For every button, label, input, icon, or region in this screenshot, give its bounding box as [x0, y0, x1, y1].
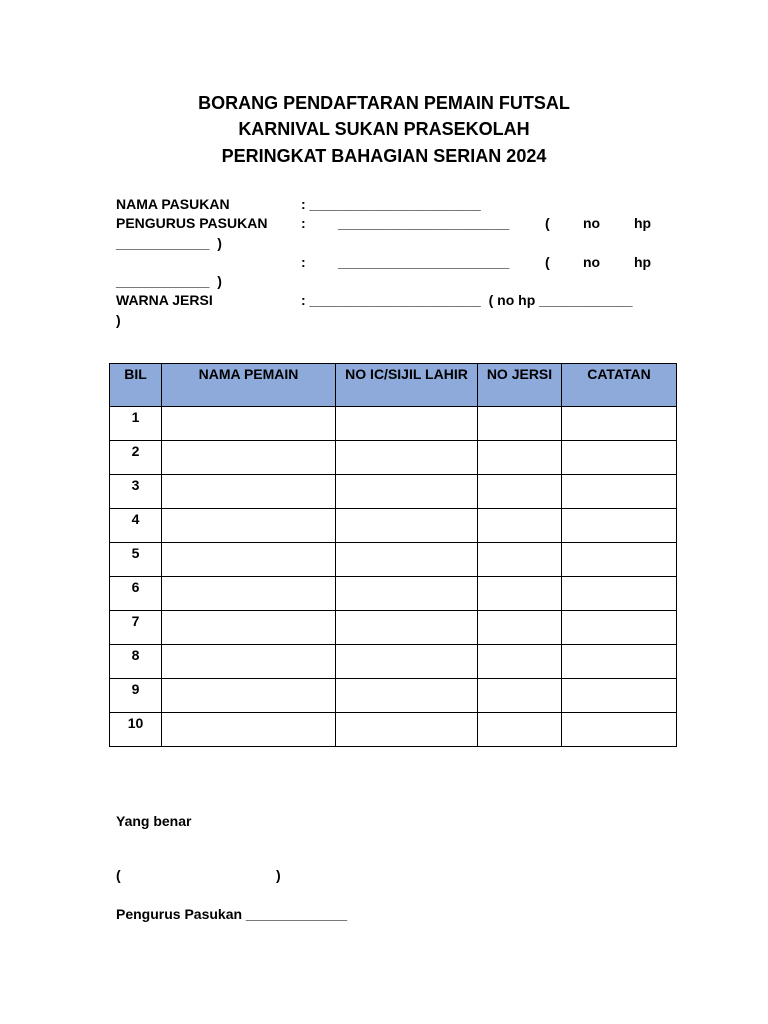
jersey-cell[interactable] [478, 611, 562, 645]
jersey-cell[interactable] [478, 509, 562, 543]
notes-cell[interactable] [562, 475, 677, 509]
table-header-row [110, 364, 677, 407]
header-notes: CATATAN [562, 364, 677, 407]
table-row [110, 475, 677, 509]
row-number: 6 [110, 577, 162, 611]
ic-cell[interactable] [336, 475, 478, 509]
player-name-cell[interactable] [162, 679, 336, 713]
hp-open-paren-1: ( [545, 215, 550, 231]
row-number: 2 [110, 441, 162, 475]
notes-cell[interactable] [562, 543, 677, 577]
jersey-field[interactable]: : ______________________ ( no hp ____________ [301, 292, 633, 308]
ic-cell[interactable] [336, 509, 478, 543]
manager-phone-field-1[interactable]: ____________ ) [116, 235, 222, 251]
row-number: 3 [110, 475, 162, 509]
hp-hp-label-2: hp [634, 254, 652, 270]
team-name-label: NAMA PASUKAN [116, 196, 230, 212]
notes-cell[interactable] [562, 679, 677, 713]
jersey-label: WARNA JERSI [116, 292, 213, 308]
notes-cell[interactable] [562, 713, 677, 747]
table-row [110, 713, 677, 747]
manager-signature-field[interactable]: Pengurus Pasukan _____________ [116, 906, 348, 922]
ic-cell[interactable] [336, 679, 478, 713]
jersey-cell[interactable] [478, 713, 562, 747]
row-number: 5 [110, 543, 162, 577]
header-jersey-number: NO JERSI [478, 364, 562, 407]
ic-cell[interactable] [336, 407, 478, 441]
player-name-cell[interactable] [162, 543, 336, 577]
player-table [109, 363, 677, 747]
notes-cell[interactable] [562, 441, 677, 475]
table-row [110, 543, 677, 577]
table-row [110, 441, 677, 475]
header-ic-number: NO IC/SIJIL LAHIR [336, 364, 478, 407]
header-player-name: NAMA PEMAIN [162, 364, 336, 407]
ic-cell[interactable] [336, 645, 478, 679]
jersey-cell[interactable] [478, 577, 562, 611]
ic-cell[interactable] [336, 577, 478, 611]
table-row [110, 645, 677, 679]
jersey-cell[interactable] [478, 645, 562, 679]
jersey-cell[interactable] [478, 441, 562, 475]
player-name-cell[interactable] [162, 611, 336, 645]
hp-no-label-2: no [583, 254, 601, 270]
row-number: 10 [110, 713, 162, 747]
ic-cell[interactable] [336, 441, 478, 475]
ic-cell[interactable] [336, 543, 478, 577]
jersey-cell[interactable] [478, 679, 562, 713]
notes-cell[interactable] [562, 407, 677, 441]
notes-cell[interactable] [562, 645, 677, 679]
jersey-cell[interactable] [478, 407, 562, 441]
player-name-cell[interactable] [162, 577, 336, 611]
manager-colon-2: : [301, 254, 306, 270]
signature-close-paren: ) [276, 867, 281, 883]
table-row [110, 611, 677, 645]
verified-label: Yang benar [116, 813, 192, 829]
hp-open-paren-2: ( [545, 254, 550, 270]
player-name-cell[interactable] [162, 645, 336, 679]
player-name-cell[interactable] [162, 475, 336, 509]
table-row [110, 509, 677, 543]
player-name-cell[interactable] [162, 713, 336, 747]
team-name-field[interactable]: : ______________________ [301, 196, 481, 212]
notes-cell[interactable] [562, 577, 677, 611]
hp-hp-label-1: hp [634, 215, 652, 231]
form-title-line-3: PERINGKAT BAHAGIAN SERIAN 2024 [221, 146, 547, 166]
ic-cell[interactable] [336, 713, 478, 747]
player-name-cell[interactable] [162, 441, 336, 475]
jersey-cell[interactable] [478, 475, 562, 509]
notes-cell[interactable] [562, 611, 677, 645]
header-bil: BIL [110, 364, 162, 407]
manager-name-field-1[interactable]: ______________________ [338, 215, 510, 231]
manager-name-field-2[interactable]: ______________________ [338, 254, 510, 270]
ic-cell[interactable] [336, 611, 478, 645]
notes-cell[interactable] [562, 509, 677, 543]
table-row [110, 577, 677, 611]
manager-phone-field-2[interactable]: ____________ ) [116, 273, 222, 289]
signature-open-paren: ( [116, 867, 121, 883]
row-number: 7 [110, 611, 162, 645]
row-number: 9 [110, 679, 162, 713]
row-number: 8 [110, 645, 162, 679]
player-name-cell[interactable] [162, 509, 336, 543]
row-number: 4 [110, 509, 162, 543]
form-title-line-1: BORANG PENDAFTARAN PEMAIN FUTSAL [198, 93, 570, 113]
table-row [110, 679, 677, 713]
table-row [110, 407, 677, 441]
manager-label: PENGURUS PASUKAN [116, 215, 268, 231]
jersey-cell[interactable] [478, 543, 562, 577]
form-title-line-2: KARNIVAL SUKAN PRASEKOLAH [238, 119, 530, 139]
hp-no-label-1: no [583, 215, 601, 231]
row-number: 1 [110, 407, 162, 441]
player-name-cell[interactable] [162, 407, 336, 441]
jersey-close-paren: ) [116, 312, 121, 328]
manager-colon-1: : [301, 215, 306, 231]
